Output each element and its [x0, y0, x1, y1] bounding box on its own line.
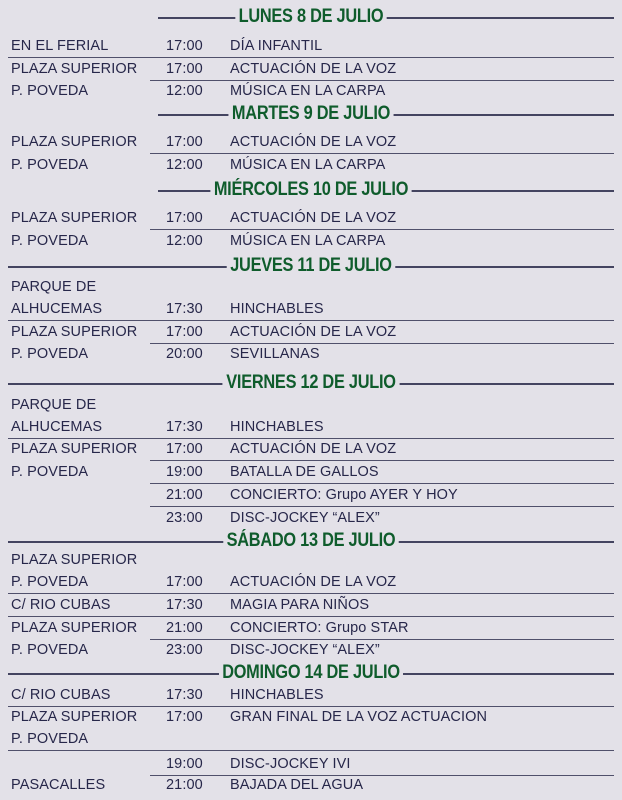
event-row: [0, 619, 622, 641]
event-place: EN EL FERIAL: [11, 38, 109, 54]
day-header: [8, 372, 614, 394]
row-divider: [150, 506, 614, 507]
event-activity: BAJADA DEL AGUA: [230, 777, 364, 793]
row-divider: [8, 57, 614, 58]
event-place: ALHUCEMAS: [11, 419, 103, 435]
event-row: [0, 232, 622, 254]
event-activity: CONCIERTO: Grupo STAR: [230, 620, 409, 636]
day-header: [8, 662, 614, 684]
event-time: 17:00: [166, 61, 203, 77]
event-time: 20:00: [166, 346, 203, 362]
event-row: [0, 37, 622, 59]
event-row: [0, 486, 622, 508]
event-place: C/ RIO CUBAS: [11, 597, 111, 613]
event-row: [0, 755, 622, 777]
event-activity: HINCHABLES: [230, 419, 324, 435]
event-place: PARQUE DE: [11, 279, 97, 295]
event-row: [0, 776, 622, 798]
event-row: [0, 156, 622, 178]
row-divider: [8, 593, 614, 594]
row-divider: [8, 320, 614, 321]
event-activity: ACTUACIÓN DE LA VOZ: [230, 574, 397, 590]
event-time: 21:00: [166, 620, 203, 636]
event-place: PLAZA SUPERIOR: [11, 61, 138, 77]
event-time: 17:00: [166, 441, 203, 457]
event-time: 12:00: [166, 83, 203, 99]
event-activity: ACTUACIÓN DE LA VOZ: [230, 134, 397, 150]
event-place: P. POVEDA: [11, 642, 89, 658]
row-divider: [150, 153, 614, 154]
event-activity: ACTUACIÓN DE LA VOZ: [230, 324, 397, 340]
event-activity: HINCHABLES: [230, 301, 324, 317]
day-title: MARTES 9 DE JULIO: [228, 103, 393, 124]
event-row: [0, 463, 622, 485]
day-header: [8, 6, 614, 28]
row-divider: [150, 460, 614, 461]
event-time: 17:30: [166, 687, 203, 703]
event-time: 17:00: [166, 709, 203, 725]
day-title: VIERNES 12 DE JULIO: [223, 372, 399, 393]
event-time: 23:00: [166, 510, 203, 526]
event-row: [0, 300, 622, 322]
event-activity: MÚSICA EN LA CARPA: [230, 233, 386, 249]
event-time: 17:30: [166, 597, 203, 613]
event-time: 17:00: [166, 324, 203, 340]
row-divider: [8, 750, 614, 751]
day-title: MIÉRCOLES 10 DE JULIO: [210, 179, 411, 200]
event-row: [0, 133, 622, 155]
event-place: ALHUCEMAS: [11, 301, 103, 317]
event-time: 17:00: [166, 134, 203, 150]
event-place: PARQUE DE: [11, 397, 97, 413]
event-activity: CONCIERTO: Grupo AYER Y HOY: [230, 487, 458, 503]
day-header: [8, 530, 614, 552]
event-activity: SEVILLANAS: [230, 346, 320, 362]
event-row: [0, 641, 622, 663]
event-activity: HINCHABLES: [230, 687, 324, 703]
event-activity: DISC-JOCKEY IVI: [230, 756, 351, 772]
day-header: [8, 255, 614, 277]
event-place: P. POVEDA: [11, 83, 89, 99]
event-time: 12:00: [166, 233, 203, 249]
event-place: PLAZA SUPERIOR: [11, 210, 138, 226]
event-row: [0, 686, 622, 708]
event-time: 19:00: [166, 464, 203, 480]
event-place: C/ RIO CUBAS: [11, 687, 111, 703]
event-place: PLAZA SUPERIOR: [11, 552, 138, 568]
event-row: [0, 209, 622, 231]
event-place: PLAZA SUPERIOR: [11, 620, 138, 636]
event-row: [0, 323, 622, 345]
event-place: P. POVEDA: [11, 574, 89, 590]
event-row: [0, 708, 622, 730]
event-activity: DISC-JOCKEY “ALEX”: [230, 510, 380, 526]
day-title: DOMINGO 14 DE JULIO: [219, 662, 403, 683]
event-time: 17:30: [166, 419, 203, 435]
event-row: [0, 278, 622, 300]
event-place: PLAZA SUPERIOR: [11, 134, 138, 150]
event-time: 17:00: [166, 210, 203, 226]
event-activity: ACTUACIÓN DE LA VOZ: [230, 441, 397, 457]
event-row: [0, 509, 622, 531]
event-row: [0, 345, 622, 367]
event-time: 21:00: [166, 487, 203, 503]
event-time: 19:00: [166, 756, 203, 772]
event-place: P. POVEDA: [11, 346, 89, 362]
event-activity: MÚSICA EN LA CARPA: [230, 83, 386, 99]
event-place: P. POVEDA: [11, 233, 89, 249]
event-time: 17:30: [166, 301, 203, 317]
event-activity: MAGIA PARA NIÑOS: [230, 597, 370, 613]
event-row: [0, 440, 622, 462]
event-place: PLAZA SUPERIOR: [11, 441, 138, 457]
event-time: 17:00: [166, 38, 203, 54]
day-header: [8, 179, 614, 201]
event-activity: ACTUACIÓN DE LA VOZ: [230, 61, 397, 77]
event-place: P. POVEDA: [11, 157, 89, 173]
event-time: 12:00: [166, 157, 203, 173]
event-place: P. POVEDA: [11, 464, 89, 480]
event-activity: BATALLA DE GALLOS: [230, 464, 379, 480]
event-row: [0, 396, 622, 418]
event-place: PASACALLES: [11, 777, 106, 793]
event-activity: MÚSICA EN LA CARPA: [230, 157, 386, 173]
day-title: JUEVES 11 DE JULIO: [227, 255, 395, 276]
event-activity: DÍA INFANTIL: [230, 38, 323, 54]
day-title: LUNES 8 DE JULIO: [235, 6, 387, 27]
event-place: PLAZA SUPERIOR: [11, 324, 138, 340]
event-time: 23:00: [166, 642, 203, 658]
event-row: [0, 60, 622, 82]
event-place: PLAZA SUPERIOR: [11, 709, 138, 725]
event-time: 17:00: [166, 574, 203, 590]
event-row: [0, 730, 622, 752]
event-time: 21:00: [166, 777, 203, 793]
event-activity: GRAN FINAL DE LA VOZ ACTUACION: [230, 709, 488, 725]
day-header: [8, 103, 614, 125]
event-activity: DISC-JOCKEY “ALEX”: [230, 642, 380, 658]
row-divider: [8, 616, 614, 617]
event-row: [0, 418, 622, 440]
event-row: [0, 596, 622, 618]
row-divider: [150, 483, 614, 484]
event-row: [0, 82, 622, 104]
row-divider: [150, 229, 614, 230]
event-place: P. POVEDA: [11, 731, 89, 747]
event-activity: ACTUACIÓN DE LA VOZ: [230, 210, 397, 226]
day-title: SÁBADO 13 DE JULIO: [223, 530, 399, 551]
event-row: [0, 573, 622, 595]
event-row: [0, 551, 622, 573]
